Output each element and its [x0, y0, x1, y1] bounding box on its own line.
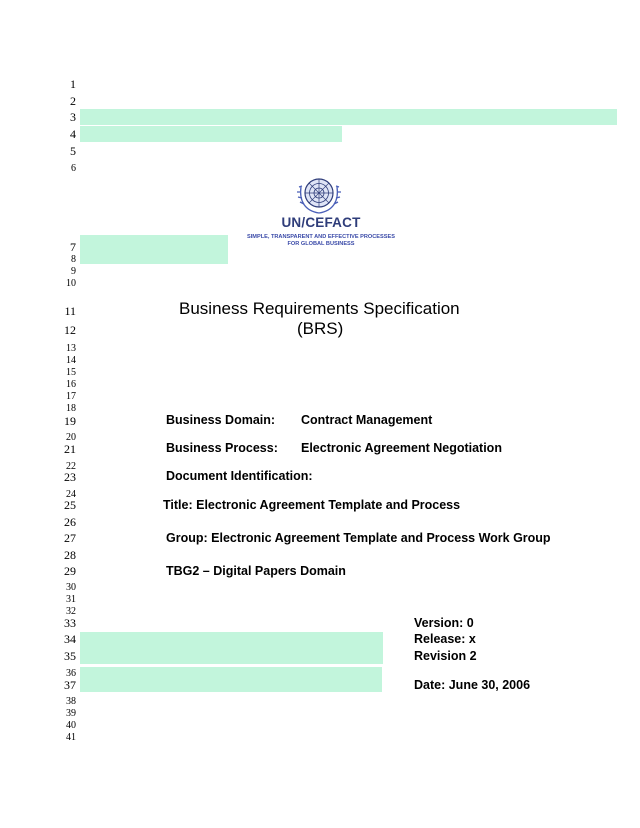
line-number: 38	[66, 696, 76, 707]
line-number: 12	[64, 323, 76, 337]
line-number: 35	[64, 649, 76, 663]
line-number: 36	[66, 668, 76, 679]
revision-text: Revision 2	[414, 649, 477, 663]
line-number: 24	[66, 489, 76, 500]
logo-tagline-line2: FOR GLOBAL BUSINESS	[287, 241, 355, 247]
line-number: 6	[71, 163, 76, 174]
line-number: 11	[64, 304, 76, 318]
highlight-line-37	[80, 667, 382, 692]
line-number: 10	[66, 278, 76, 289]
line-number: 30	[66, 582, 76, 593]
un-emblem-icon	[295, 172, 343, 218]
line-number: 4	[70, 127, 76, 141]
document-identification-label: Document Identification:	[166, 469, 313, 483]
business-process-value: Electronic Agreement Negotiation	[301, 441, 502, 455]
line-number: 23	[64, 470, 76, 484]
line-number: 8	[71, 254, 76, 265]
version-text: Version: 0	[414, 616, 474, 630]
line-number: 9	[71, 266, 76, 277]
title-field: Title: Electronic Agreement Template and Process	[163, 498, 461, 512]
document-title: Business Requirements Specification	[179, 299, 460, 318]
document-title-abbrev: (BRS)	[297, 319, 344, 338]
line-number: 13	[66, 343, 76, 354]
highlight-line-4	[80, 126, 342, 142]
line-number: 33	[64, 616, 76, 630]
line-number: 25	[64, 498, 76, 512]
line-number: 29	[64, 564, 76, 578]
line-number: 2	[70, 94, 76, 108]
line-number: 26	[64, 515, 76, 529]
line-number: 19	[64, 414, 76, 428]
highlight-line-3	[80, 109, 617, 125]
line-number: 17	[66, 391, 76, 402]
line-number: 22	[66, 461, 76, 472]
logo-org-name: UN/CEFACT	[281, 215, 361, 230]
line-number: 16	[66, 379, 76, 390]
highlight-lines-34-35	[80, 632, 383, 664]
line-number: 31	[66, 594, 76, 605]
line-number: 41	[66, 732, 76, 743]
line-number: 34	[64, 632, 76, 646]
line-number: 1	[70, 77, 76, 91]
line-number: 15	[66, 367, 76, 378]
line-number: 7	[70, 240, 76, 254]
business-domain-value: Contract Management	[301, 413, 433, 427]
business-process-label: Business Process:	[166, 441, 278, 455]
business-domain-label: Business Domain:	[166, 413, 276, 427]
line-number: 28	[64, 548, 76, 562]
line-number: 20	[66, 432, 76, 443]
line-number: 39	[66, 708, 76, 719]
line-number: 21	[64, 442, 76, 456]
line-number: 5	[70, 144, 76, 158]
line-number: 27	[64, 531, 76, 545]
release-text: Release: x	[414, 632, 476, 646]
line-number: 14	[66, 355, 76, 366]
logo-tagline-line1: SIMPLE, TRANSPARENT AND EFFECTIVE PROCESSES	[247, 234, 395, 240]
highlight-line-7	[80, 235, 228, 264]
line-number: 3	[70, 110, 76, 124]
domain-field: TBG2 – Digital Papers Domain	[166, 564, 346, 578]
date-text: Date: June 30, 2006	[414, 678, 531, 692]
uncefact-logo	[238, 172, 404, 254]
line-number: 37	[64, 678, 76, 692]
line-number: 18	[66, 403, 76, 414]
group-field: Group: Electronic Agreement Template and Process Work Group	[166, 531, 551, 545]
line-number: 40	[66, 720, 76, 731]
line-number: 32	[66, 606, 76, 617]
